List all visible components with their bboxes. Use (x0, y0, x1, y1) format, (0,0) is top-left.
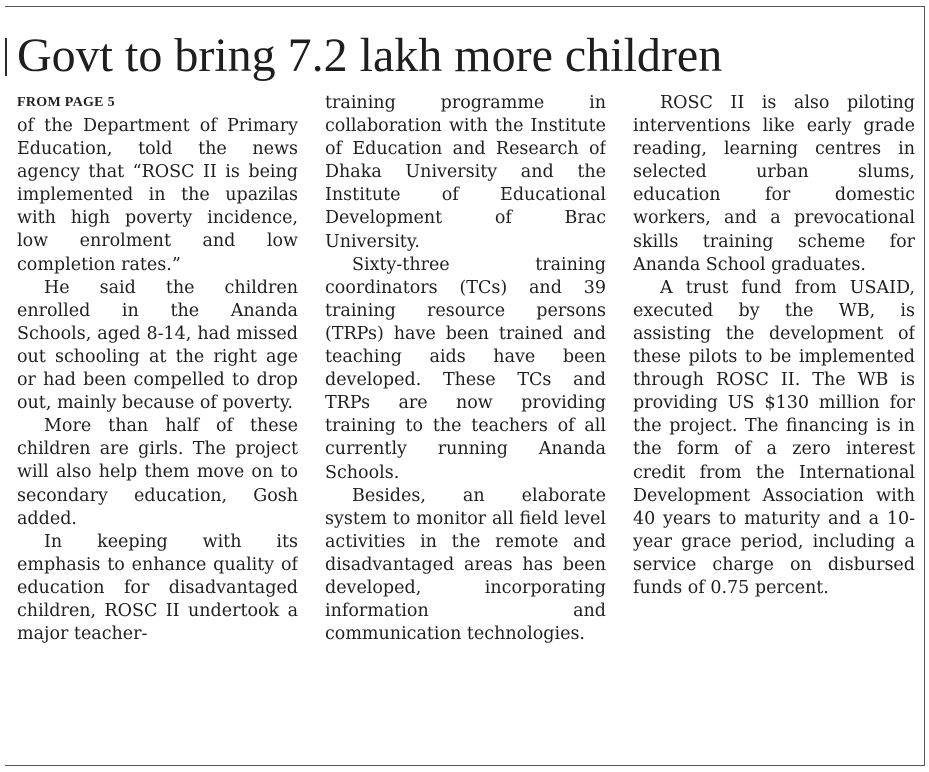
frame-left-rule (5, 38, 7, 76)
frame-bottom-rule (5, 765, 924, 766)
frame-top-rule (5, 6, 924, 7)
article-column-3 (633, 92, 915, 760)
paragraph: Sixty-three training coordinators (TCs) and 39 training resource persons (TRPs) have been trained and teaching aids have been developed. These TCs and TRPs are now providing training to the teachers of all currently running Ananda Schools. (325, 254, 606, 483)
paragraph: A trust fund from USAID, executed by the WB, is assisting the development of these pilots to be implemented through ROSC II. The WB is providing US $130 million for the project. The financing is in the form of a zero interest credit from the International Development Association with 40 years to maturity and a 10-year grace period, including a service charge on disbursed funds of 0.75 percent. (633, 277, 915, 598)
paragraph: Besides, an elaborate system to monitor all field level activities in the remote and disadvantaged areas has been developed, incorporating information and communication technologies. (325, 485, 606, 645)
paragraph: of the Department of Primary Education, told the news agency that “ROSC II is being implemented in the upazilas with high poverty incidence, low enrolment and low completion rates.” (17, 116, 298, 275)
paragraph: More than half of these children are girls. The project will also help them move on to secondary education, Gosh added. (17, 416, 298, 529)
headline: Govt to bring 7.2 lakh more children (17, 29, 723, 82)
article-column-1 (17, 115, 298, 760)
frame-right-rule (924, 6, 925, 766)
paragraph: ROSC II is also piloting interventions like early grade reading, learning centres in selected urban slums, education for domestic workers, and a prevocational skills training scheme for Ananda School graduates. (633, 93, 915, 275)
paragraph: In keeping with its emphasis to enhance quality of education for disadvantaged children, ROSC II undertook a major teacher- (17, 531, 298, 645)
paragraph: He said the children enrolled in the Ananda Schools, aged 8-14, had missed out schooling at the right age or had been compelled to drop out, mainly because of poverty. (17, 277, 298, 414)
article-column-2 (325, 92, 606, 760)
jump-line: FROM PAGE 5 (17, 95, 115, 110)
paragraph: training programme in collaboration with the Institute of Education and Research of Dhaka University and the Institute of Educational Development of Brac University. (325, 93, 606, 252)
